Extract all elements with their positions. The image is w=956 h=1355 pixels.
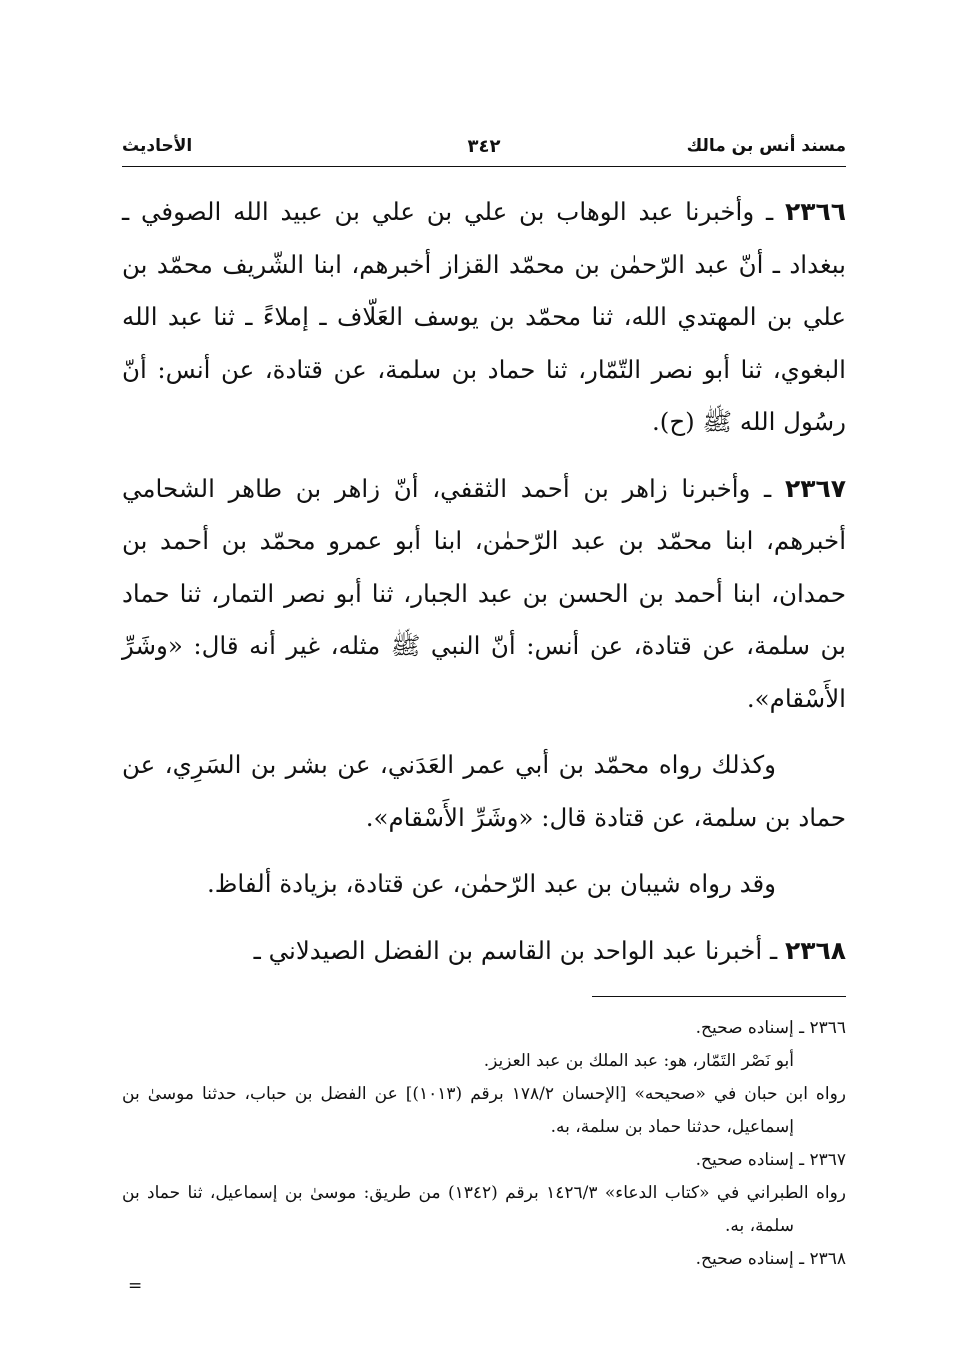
hadith-text: ـ وأخبرنا عبد الوهاب بن علي بن علي بن عبيد الله الصوفي ـ ببغداد ـ أنّ عبد الرّحمٰن بن محمّد القزاز أخبرهم، ابنا الشّريف محمّد بن علي بن المهتدي الله، ثنا محمّد بن يوسف العَلّاف ـ إملاءً ـ ثنا عبد الله البغوي، ثنا أبو نصر التّمّار، ثنا حماد بن سلمة، عن قتادة، عن أنس: أنّ رسُول الله ﷺ (ح). [122,197,846,436]
header-divider [122,166,846,167]
commentary-paragraph: وقد رواه شيبان بن عبد الرّحمٰن، عن قتادة، بزيادة ألفاظ. [206,869,776,898]
hadith-number: ٢٣٦٦ [784,197,846,226]
main-text [122,186,846,977]
hadith-number: ٢٣٦٧ [784,473,846,503]
page-number: ٣٤٢ [467,136,501,157]
footnote-line: رواه الطبراني في «كتاب الدعاء» ١٤٢٦/٣ برقم (١٣٤٢) من طريق: موسىٰ بن إسماعيل، ثنا حماد بن سلمة، به. [122,1183,846,1236]
footnote-divider [592,996,846,997]
hadith-2368 [122,925,846,978]
footnote-heading: ٢٣٦٦ ـ إسناده صحيح. [695,1018,846,1038]
footnote-line: رواه ابن حبان في «صحيحه» [الإحسان ١٧٨/٢ برقم (١٠١٣)] عن الفضل بن حباب، حدثنا موسىٰ بن إسماعيل، حدثنا حماد بن سلمة، به. [122,1084,846,1137]
hadith-number: ٢٣٦٨ [784,935,846,965]
footnote-line: أبو نَصْر التَمّار، هو: عبد الملك بن عبد العزيز. [483,1051,794,1071]
hadith-2367 [122,463,846,726]
footnote-heading: ٢٣٦٧ ـ إسناده صحيح. [695,1150,846,1170]
footnote-heading: ٢٣٦٨ ـ إسناده صحيح. [695,1249,846,1269]
commentary-paragraph: وكذلك رواه محمّد بن أبي عمر العَدَني، عن بشر بن السَرِي، عن حماد بن سلمة، عن قتادة قال: «وشَرِّ الأَسْقام». [122,750,846,832]
hadith-text: ـ أخبرنا عبد الواحد بن القاسم بن الفضل الصيدلاني ـ [253,935,785,965]
book-title: مسند أنس بن مالك [686,136,846,156]
section-title: الأحاديث [122,136,193,156]
continuation-mark: = [128,1276,143,1296]
page-header [122,130,846,166]
hadith-2366 [122,186,846,449]
hadith-text: ـ وأخبرنا زاهر بن أحمد الثقفي، أنّ زاهر بن طاهر الشحامي أخبرهم، ابنا محمّد بن عبد الرّحمٰن، ابنا أبو عمرو محمّد بن أحمد بن حمدان، ابنا أحمد بن الحسن بن عبد الجبار، ثنا أبو نصر التمار، ثنا حماد بن سلمة، عن قتادة، عن أنس: أنّ النبي ﷺ مثله، غير أنه قال: «وشَرِّ الأَسْقام». [122,473,846,713]
footnotes [122,1012,846,1276]
